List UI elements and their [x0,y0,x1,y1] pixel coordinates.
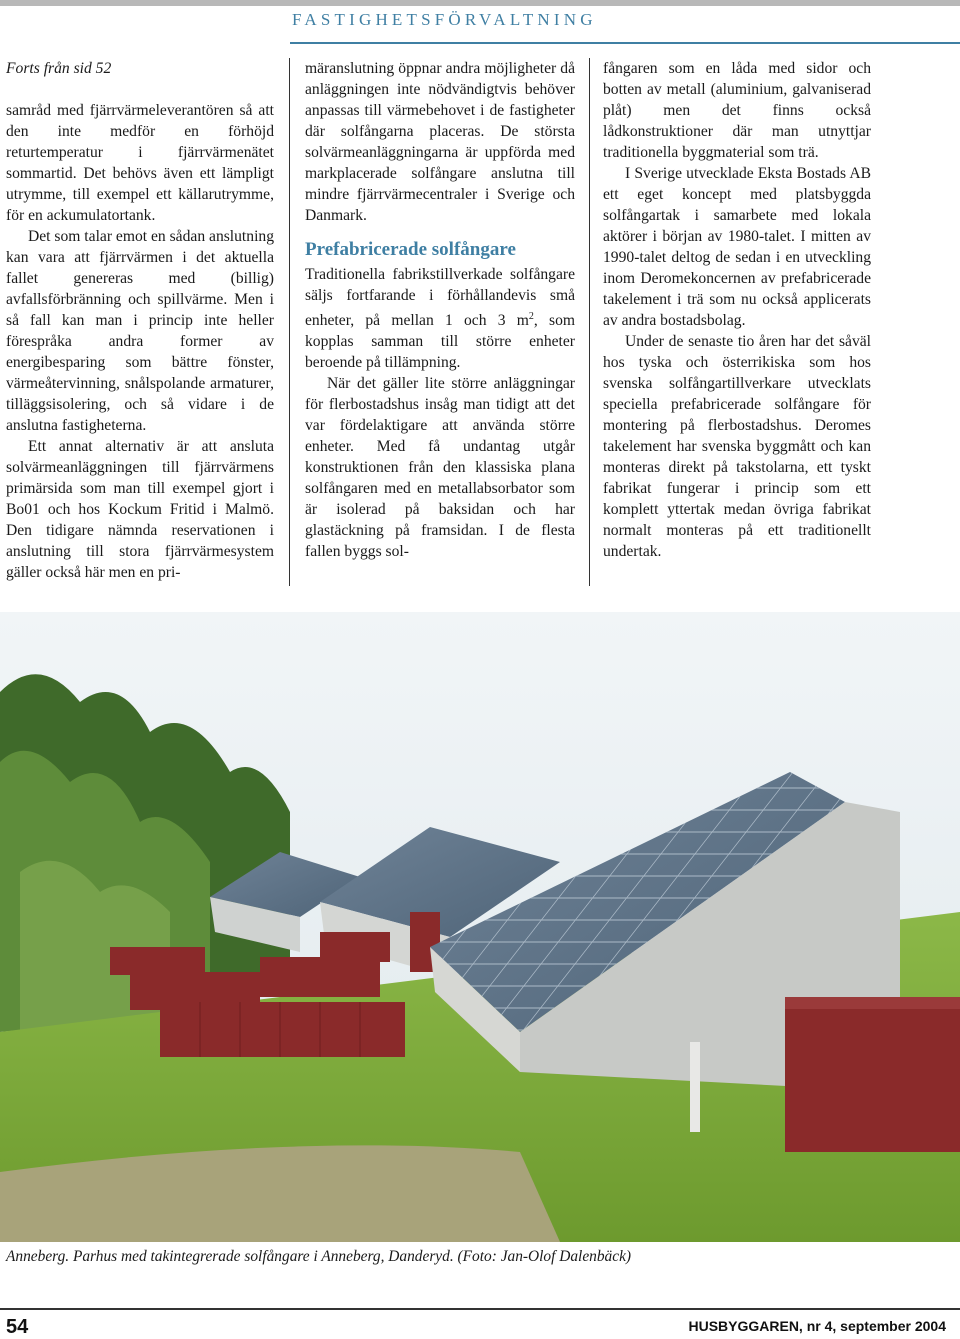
photo-houses-with-solar-roofs [0,612,960,1242]
paragraph: Ett annat alternativ är att ansluta solvärmeanläggningen till fjärrvärmens primärsida som man till exempel gjort i Bo01 och hos Kockum Fritid i Malmö. Den tidigare nämnda reservationen i anslutning till stora fjärrvärmesystem gäller också här men en pri- [6,438,274,581]
page-number: 54 [6,1316,29,1338]
continued-note: Forts från sid 52 [6,60,112,77]
photo-caption: Anneberg. Parhus med takintegrerade solfångare i Anneberg, Danderyd. (Foto: Jan-Olof Dalenbäck) [6,1248,632,1265]
superscript: 2 [528,311,534,322]
paragraph: När det gäller lite större anläggningar för flerbostadshus insåg man tidigt att det var fördelaktigare att använda större enheter. Med få undantag utgår konstruktionen från den klassiska plana solfångaren med en metallabsorbator som är isolerad på baksidan och har glastäckning på framsidan. I de flesta fallen byggs sol- [305,375,575,561]
column-2 [305,58,575,562]
bottom-rule [0,1308,960,1310]
header-rule [290,42,960,44]
top-rule [0,0,960,6]
paragraph: samråd med fjärrvärmeleverantören så att den inte medför en förhöjd returtemperatur i fjärrvärmenätet sommartid. Det behövs även ett lämpligt utrymme, till exempel ett källarutrymme, för en ackumulatortank. [6,102,274,224]
column-divider [589,58,590,586]
section-header: FASTIGHETSFÖRVALTNING [292,10,597,29]
column-3 [603,58,871,562]
paragraph: Det som talar emot en sådan anslutning kan vara att fjärrvärmen i det aktuella fallet genereras med (billig) avfallsförbränning och spillvärme. Men i så fall kan man i princip inte heller förespråka andra former av energibesparing som bättre fönster, värmeåtervinning, snålspolande armaturer, tilläggsisolering, och så vidare i de anslutna fastigheterna. [6,228,274,434]
paragraph-text: Traditionella fabrikstillverkade solfångare säljs fortfarande i förhållandevis små enheter, på mellan 1 och 3 m [305,266,575,330]
publication-info: HUSBYGGAREN, nr 4, september 2004 [688,1318,946,1334]
paragraph: märanslutning öppnar andra möjligheter då anläggningen inte nödvändigtvis behöver anpassas till värmebehovet i de fastigheter där solfångarna placeras. De största solvärmeanläggningarna är uppförda med markplacerade solfångare anslutna till mindre fjärrvärmecentraler i Sverige och Danmark. [305,60,575,224]
photo-illustration [0,612,960,1242]
paragraph: I Sverige utvecklade Eksta Bostads AB ett eget koncept med platsbyggda solfångartak i samarbete med lokala aktörer i början av 1980-talet. I mitten av 1990-talet deltog de sedan i en utveckling inom Deromekoncernen av prefabricerade takelement i trä som nu också applicerats av andra bostadsbolag. [603,165,871,329]
column-divider [289,58,290,586]
column-1 [6,58,274,583]
paragraph [305,264,575,373]
subheading: Prefabricerade solfångare [305,239,516,260]
paragraph: Under de senaste tio åren har det såväl hos tyska och österrikiska som hos svenska solfångartillverkare utvecklats speciella prefabricerade solfångare för montering på flerbostadshus. Deromes takelement har svenska byggmått och kan monteras direkt på takstolarna, ett tyskt fabrikat fungerar i princip som ett komplett yttertak medan övriga fabrikat normalt monteras på ett traditionellt undertak. [603,333,871,560]
paragraph-text: , som kopplas samman till större enheter beroende på tillämpning. [305,312,576,372]
paragraph: fångaren som en låda med sidor och botten av metall (aluminium, galvaniserad plåt) men det finns också lådkonstruktioner där man utnyttjar traditionella byggmaterial som trä. [603,60,871,161]
